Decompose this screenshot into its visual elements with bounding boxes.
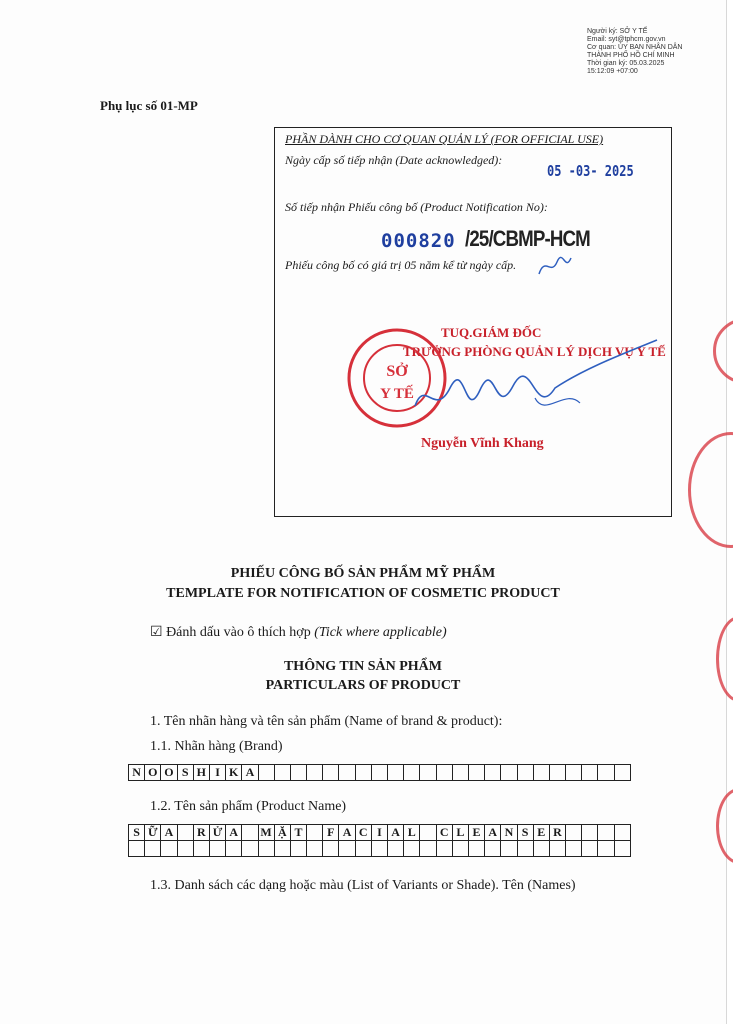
grid-cell bbox=[582, 841, 598, 857]
official-use-box bbox=[274, 127, 672, 517]
grid-cell: E bbox=[533, 825, 549, 841]
grid-cell bbox=[582, 765, 598, 781]
grid-cell bbox=[420, 765, 436, 781]
grid-cell bbox=[177, 825, 193, 841]
grid-cell bbox=[193, 841, 209, 857]
signer-name: Nguyễn Vĩnh Khang bbox=[421, 436, 544, 451]
seal-text-1: SỞ bbox=[386, 363, 408, 380]
grid-cell bbox=[566, 765, 582, 781]
grid-cell: Ử bbox=[209, 825, 225, 841]
grid-cell: R bbox=[549, 825, 565, 841]
grid-cell bbox=[274, 841, 290, 857]
notification-no-label: Số tiếp nhận Phiếu công bố (Product Notification No): bbox=[285, 200, 548, 214]
handwritten-signature bbox=[395, 328, 665, 438]
grid-cell: A bbox=[339, 825, 355, 841]
grid-cell bbox=[566, 841, 582, 857]
validity-note: Phiếu công bố có giá trị 05 năm kể từ ngày cấp. bbox=[285, 258, 517, 272]
grid-cell bbox=[468, 765, 484, 781]
grid-cell: A bbox=[226, 825, 242, 841]
grid-cell: I bbox=[371, 825, 387, 841]
grid-cell: A bbox=[388, 825, 404, 841]
tick-instruction: ☑ Đánh dấu vào ô thích hợp (Tick where applicable) bbox=[150, 625, 447, 640]
authority-line-2: TRƯỞNG PHÒNG QUẢN LÝ DỊCH VỤ Y TẾ bbox=[403, 344, 666, 359]
grid-cell: A bbox=[485, 825, 501, 841]
grid-cell bbox=[226, 841, 242, 857]
grid-cell bbox=[452, 841, 468, 857]
authority-line-1: TUQ.GIÁM ĐỐC bbox=[441, 325, 542, 340]
grid-cell: L bbox=[452, 825, 468, 841]
grid-cell bbox=[161, 841, 177, 857]
grid-cell: Ặ bbox=[274, 825, 290, 841]
grid-cell: O bbox=[145, 765, 161, 781]
grid-cell bbox=[323, 765, 339, 781]
question-1-2: 1.2. Tên sản phẩm (Product Name) bbox=[150, 799, 347, 814]
grid-cell bbox=[549, 765, 565, 781]
grid-cell: T bbox=[290, 825, 306, 841]
initials-mark bbox=[537, 254, 573, 280]
grid-cell bbox=[549, 841, 565, 857]
grid-cell bbox=[371, 765, 387, 781]
notification-number-stamp: 000820 bbox=[381, 230, 456, 252]
product-name-grid bbox=[128, 824, 631, 857]
grid-cell bbox=[290, 841, 306, 857]
grid-cell bbox=[242, 825, 258, 841]
grid-cell bbox=[468, 841, 484, 857]
grid-cell bbox=[371, 841, 387, 857]
digital-signature-info: Người ký: SỞ Y TẾ Email: syt@tphcm.gov.vn Cơ quan: ỦY BAN NHÂN DÂN THÀNH PHỐ HỒ CHÍ MINH Thời gian ký: 05.03.2025 15:12:09 +07:00 bbox=[587, 28, 683, 75]
grid-cell bbox=[517, 765, 533, 781]
question-1-3: 1.3. Danh sách các dạng hoặc màu (List of Variants or Shade). Tên (Names) bbox=[150, 878, 576, 893]
section-title-vi: THÔNG TIN SẢN PHẨM bbox=[283, 659, 443, 674]
grid-cell: O bbox=[161, 765, 177, 781]
grid-cell bbox=[420, 841, 436, 857]
grid-cell bbox=[614, 765, 630, 781]
grid-cell bbox=[388, 765, 404, 781]
grid-cell bbox=[258, 765, 274, 781]
grid-cell bbox=[145, 841, 161, 857]
grid-cell: N bbox=[501, 825, 517, 841]
grid-cell: S bbox=[517, 825, 533, 841]
grid-cell bbox=[485, 841, 501, 857]
section-title-en: PARTICULARS OF PRODUCT bbox=[265, 678, 461, 693]
grid-cell bbox=[307, 841, 323, 857]
grid-cell: N bbox=[129, 765, 145, 781]
grid-cell: K bbox=[226, 765, 242, 781]
grid-cell bbox=[533, 765, 549, 781]
grid-cell bbox=[485, 765, 501, 781]
seal-text-2: Y TẾ bbox=[380, 386, 414, 402]
grid-cell bbox=[566, 825, 582, 841]
grid-cell: Ữ bbox=[145, 825, 161, 841]
grid-cell bbox=[307, 765, 323, 781]
grid-cell: R bbox=[193, 825, 209, 841]
grid-cell bbox=[274, 765, 290, 781]
grid-cell: S bbox=[129, 825, 145, 841]
grid-cell bbox=[404, 841, 420, 857]
grid-cell bbox=[242, 841, 258, 857]
grid-cell bbox=[290, 765, 306, 781]
grid-cell bbox=[258, 841, 274, 857]
grid-cell bbox=[614, 825, 630, 841]
official-use-title: PHẦN DÀNH CHO CƠ QUAN QUẢN LÝ (FOR OFFICIAL USE) bbox=[285, 132, 604, 146]
checkbox-icon: ☑ bbox=[150, 625, 163, 640]
grid-cell: L bbox=[404, 825, 420, 841]
grid-cell bbox=[436, 841, 452, 857]
grid-cell bbox=[533, 841, 549, 857]
question-1-1: 1.1. Nhãn hàng (Brand) bbox=[150, 739, 283, 754]
grid-cell bbox=[420, 825, 436, 841]
form-title-en: TEMPLATE FOR NOTIFICATION OF COSMETIC PRODUCT bbox=[166, 586, 560, 601]
grid-cell: S bbox=[177, 765, 193, 781]
grid-cell bbox=[598, 841, 614, 857]
grid-cell bbox=[582, 825, 598, 841]
grid-cell bbox=[501, 841, 517, 857]
grid-cell bbox=[436, 765, 452, 781]
grid-cell bbox=[388, 841, 404, 857]
grid-cell: C bbox=[355, 825, 371, 841]
grid-cell bbox=[404, 765, 420, 781]
grid-cell bbox=[598, 765, 614, 781]
appendix-label: Phụ lục số 01-MP bbox=[100, 98, 198, 113]
grid-cell bbox=[323, 841, 339, 857]
form-title-vi: PHIẾU CÔNG BỐ SẢN PHẨM MỸ PHẨM bbox=[230, 566, 496, 581]
grid-cell bbox=[355, 841, 371, 857]
grid-cell: E bbox=[468, 825, 484, 841]
date-acknowledged-stamp: 05 -03- 2025 bbox=[547, 162, 634, 180]
notification-code-stamp: /25/CBMP-HCM bbox=[465, 226, 590, 251]
grid-cell bbox=[307, 825, 323, 841]
grid-cell bbox=[177, 841, 193, 857]
grid-cell: A bbox=[161, 825, 177, 841]
grid-cell bbox=[501, 765, 517, 781]
grid-cell bbox=[452, 765, 468, 781]
date-acknowledged-label: Ngày cấp số tiếp nhận (Date acknowledged): bbox=[285, 153, 503, 167]
grid-cell: C bbox=[436, 825, 452, 841]
grid-cell bbox=[517, 841, 533, 857]
grid-cell bbox=[129, 841, 145, 857]
grid-cell bbox=[355, 765, 371, 781]
grid-cell bbox=[614, 841, 630, 857]
grid-cell: H bbox=[193, 765, 209, 781]
grid-cell bbox=[598, 825, 614, 841]
grid-cell bbox=[339, 841, 355, 857]
grid-cell: A bbox=[242, 765, 258, 781]
brand-grid bbox=[128, 764, 631, 781]
grid-cell bbox=[209, 841, 225, 857]
grid-cell bbox=[339, 765, 355, 781]
grid-cell: F bbox=[323, 825, 339, 841]
question-1: 1. Tên nhãn hàng và tên sản phẩm (Name of brand & product): bbox=[150, 714, 503, 729]
grid-cell: M bbox=[258, 825, 274, 841]
grid-cell: I bbox=[209, 765, 225, 781]
